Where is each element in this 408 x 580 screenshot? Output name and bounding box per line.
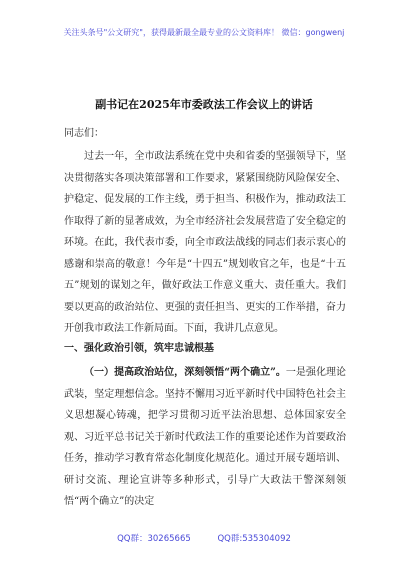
paragraph-2 xyxy=(64,362,346,513)
document-title: 副书记在2025年市委政法工作会议上的讲话 xyxy=(95,98,313,111)
paragraph-2-text: 一是强化理论武装，坚定理想信念。坚持不懈用习近平新时代中国特色社会主义思想凝心铸魂，把学习贯彻习近平法治思想、总体国家安全观、习近平总书记关于新时代政法工作的重要论述作为首要政治任务，推动学习教育常态化制度化规范化。通过开展专题培训、研讨交流、理论宣讲等多种形式，引导广大政法干警深刻领悟“两个确立”的决定 xyxy=(64,367,346,507)
footer-qq-group-1: QQ群：30265665 xyxy=(117,534,191,544)
footer xyxy=(0,532,408,544)
header-banner: 关注头条号"公文研究"，获得最新最全最专业的公文资料库！ 微信：gongwenj xyxy=(63,28,345,37)
section-heading-1: 一、强化政治引领，筑牢忠诚根基 xyxy=(64,343,214,354)
paragraph-1: 过去一年，全市政法系统在党中央和省委的坚强领导下，坚决贯彻落实各项决策部署和工作要求，紧紧围绕防风险保安全、护稳定、促发展的工作主线，勇于担当、积极作为，推动政法工作取得了新的显著成效，为全市经济社会发展营造了安全稳定的环境。在此，我代表市委，向全市政法战线的同志们表示衷心的感谢和崇高的敬意！今年是“十四五”规划收官之年，也是“十五五”规划的谋划之年，做好政法工作意义重大、责任重大。我们要以更高的政治站位、更强的责任担当、更实的工作举措，奋力开创我市政法工作新局面。下面，我讲几点意见。 xyxy=(64,151,346,334)
salutation: 同志们： xyxy=(64,128,104,139)
footer-qq-group-2: QQ群:535304092 xyxy=(217,534,291,544)
subheading-1: （一）提高政治站位，深刻领悟“两个确立”。 xyxy=(84,367,286,378)
